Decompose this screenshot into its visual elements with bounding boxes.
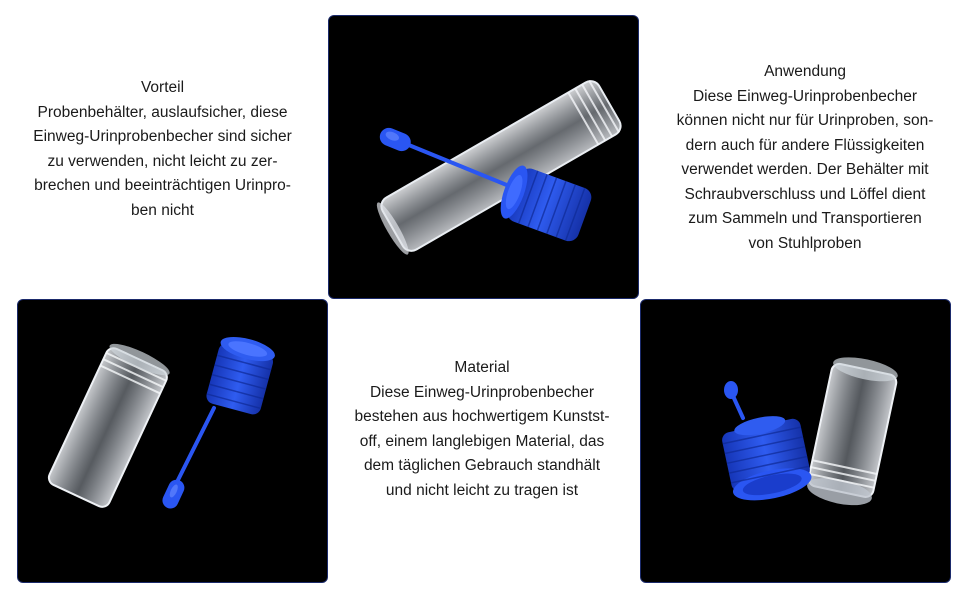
anwendung-section — [650, 60, 960, 256]
vorteil-text-line: Einweg-Urinprobenbecher sind sicher — [33, 128, 292, 145]
material-title: Material — [454, 359, 510, 376]
anwendung-text-line: Diese Einweg-Urinprobenbecher — [692, 87, 917, 105]
vorteil-text-line: brechen und beeinträchtigen Urinpro- — [34, 177, 291, 194]
anwendung-text-line: von Stuhlproben — [748, 234, 862, 252]
vorteil-text-line: ben nicht — [131, 201, 194, 219]
anwendung-text-line: Schraubverschluss und Löffel dient — [684, 185, 926, 203]
vorteil-section — [10, 76, 315, 223]
anwendung-text-line: zum Sammeln und Transportieren — [688, 210, 922, 227]
material-text-line: dem täglichen Gebrauch standhält — [363, 457, 601, 474]
anwendung-title: Anwendung — [764, 63, 846, 80]
vorteil-text-line: Probenbehälter, auslaufsicher, diese — [37, 103, 288, 121]
vorteil-text-line: zu verwenden, nicht leicht zu zer- — [47, 152, 278, 170]
product-photo-cap-and-tube-standing — [640, 299, 951, 583]
material-text-line: bestehen aus hochwertigem Kunstst- — [354, 408, 610, 425]
material-text-line: und nicht leicht zu tragen ist — [385, 481, 579, 499]
anwendung-text-line: verwendet werden. Der Behälter mit — [681, 161, 929, 178]
product-photo-tube-and-spoon-cap — [17, 299, 328, 583]
anwendung-text-line: können nicht nur für Urinproben, son- — [676, 112, 934, 129]
anwendung-text-line: dern auch für andere Flüssigkeiten — [685, 136, 925, 154]
material-text-line: Diese Einweg-Urinprobenbecher — [369, 383, 594, 401]
product-photo-tube-with-cap — [328, 15, 639, 299]
vorteil-title: Vorteil — [140, 79, 185, 96]
material-text-line: off, einem langlebigen Material, das — [359, 432, 605, 450]
material-section — [332, 356, 632, 503]
